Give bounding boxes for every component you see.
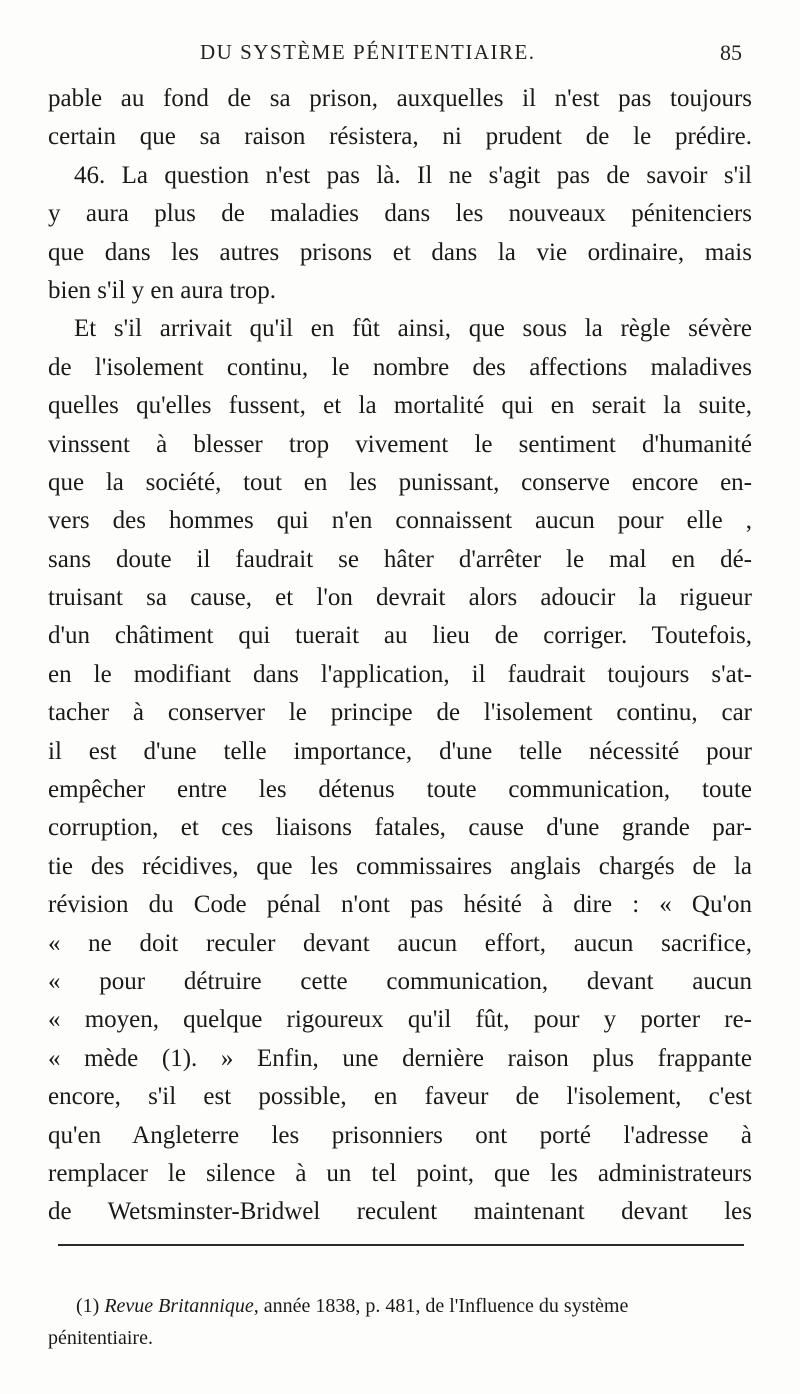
text-line: il est d'une telle importance, d'une telle nécessité pour: [48, 737, 752, 765]
text-line: empêcher entre les détenus toute communication, toute: [48, 776, 752, 804]
text-line: d'un châtiment qui tuerait au lieu de corriger. Toutefois,: [48, 622, 752, 650]
text-line: 46. La question n'est pas là. Il ne s'agit pas de savoir s'il: [74, 161, 752, 189]
footnote: [48, 1290, 758, 1354]
footnote-rule: [58, 1244, 744, 1246]
text-line: « ne doit reculer devant aucun effort, aucun sacrifice,: [48, 929, 752, 957]
text-line: remplacer le silence à un tel point, que les administrateurs: [48, 1159, 752, 1187]
text-line: en le modifiant dans l'application, il faudrait toujours s'at-: [48, 660, 752, 688]
text-line: vinssent à blesser trop vivement le sentiment d'humanité: [48, 430, 752, 458]
text-line: quelles qu'elles fussent, et la mortalité qui en serait la suite,: [48, 392, 752, 420]
text-line: encore, s'il est possible, en faveur de l'isolement, c'est: [48, 1083, 752, 1111]
text-line: « mède (1). » Enfin, une dernière raison plus frappante: [48, 1044, 752, 1072]
footnote-line: [48, 1290, 758, 1322]
running-title: DU SYSTÈME PÉNITENTIAIRE.: [200, 40, 536, 64]
page-number: 85: [720, 40, 742, 65]
text-line: Et s'il arrivait qu'il en fût ainsi, que sous la règle sévère: [74, 315, 752, 343]
text-line: « moyen, quelque rigoureux qu'il fût, pour y porter re-: [48, 1006, 752, 1034]
footnote-source-title: Revue Britannique: [104, 1295, 254, 1317]
text-line: révision du Code pénal n'ont pas hésité à dire : « Qu'on: [48, 891, 752, 919]
text-line: sans doute il faudrait se hâter d'arrêter le mal en dé-: [48, 545, 752, 573]
text-line: de l'isolement continu, le nombre des affections maladives: [48, 353, 752, 381]
text-line: y aura plus de maladies dans les nouveaux pénitenciers: [48, 200, 752, 228]
text-line: vers des hommes qui n'en connaissent aucun pour elle ,: [48, 507, 752, 535]
text-line: tacher à conserver le principe de l'isolement continu, car: [48, 699, 752, 727]
text-line: qu'en Angleterre les prisonniers ont porté l'adresse à: [48, 1121, 752, 1149]
text-line: corruption, et ces liaisons fatales, cause d'une grande par-: [48, 814, 752, 842]
text-line: tie des récidives, que les commissaires anglais chargés de la: [48, 852, 752, 880]
text-line: pable au fond de sa prison, auxquelles il n'est pas toujours: [48, 85, 752, 112]
text-line: truisant sa cause, et l'on devrait alors adoucir la rigueur: [48, 584, 752, 612]
body-text: [48, 80, 752, 1232]
text-line: « pour détruire cette communication, devant aucun: [48, 967, 752, 995]
text-line: de Wetsminster-Bridwel reculent maintenant devant les: [48, 1198, 752, 1226]
text-line: que dans les autres prisons et dans la vie ordinaire, mais: [48, 238, 752, 266]
running-head: [50, 40, 742, 76]
text-line: certain que sa raison résistera, ni prudent de le prédire.: [48, 123, 752, 151]
footnote-marker: (1): [76, 1295, 100, 1317]
footnote-text: , année 1838, p. 481, de l'Influence du système: [253, 1295, 629, 1317]
text-line: bien s'il y en aura trop.: [48, 276, 277, 304]
text-line: que la société, tout en les punissant, conserve encore en-: [48, 468, 752, 496]
footnote-continuation: pénitentiaire.: [48, 1327, 153, 1349]
